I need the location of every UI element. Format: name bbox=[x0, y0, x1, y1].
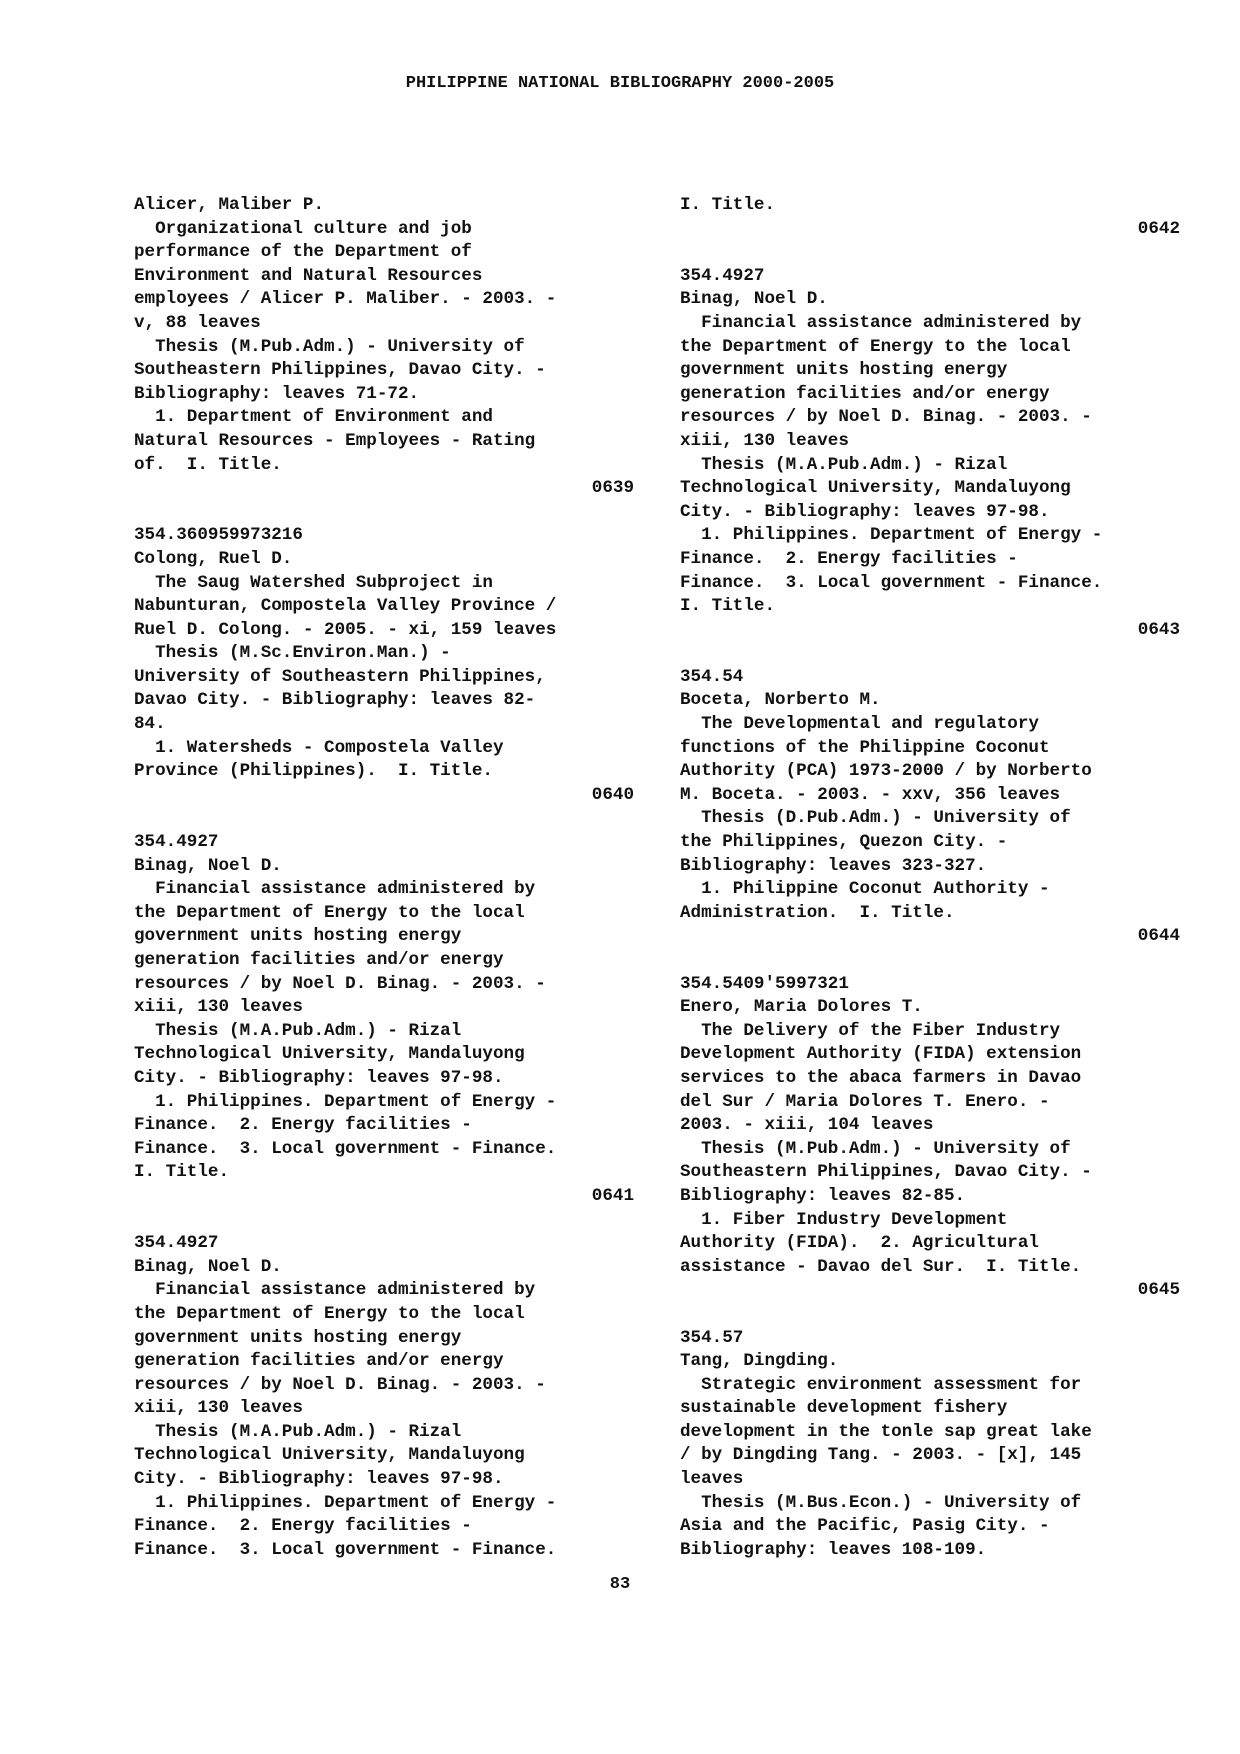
entry-line: Organizational culture and job bbox=[134, 218, 472, 239]
entry-line: the Department of Energy to the local bbox=[680, 336, 1071, 357]
entry-line: Thesis (D.Pub.Adm.) - University of bbox=[680, 808, 1071, 829]
entry-line: Binag, Noel D. bbox=[134, 855, 282, 876]
entry-separator bbox=[680, 949, 1180, 973]
entry-line: Nabunturan, Compostela Valley Province / bbox=[134, 596, 557, 617]
entry-line: Finance. 3. Local government - Finance. bbox=[134, 1539, 557, 1560]
entry-line: Administration. I. Title. bbox=[680, 902, 955, 923]
entry-line: government units hosting energy bbox=[134, 926, 462, 947]
entry-separator bbox=[134, 501, 634, 525]
entry-line: Thesis (M.Pub.Adm.) - University of bbox=[680, 1138, 1071, 1159]
page-header: PHILIPPINE NATIONAL BIBLIOGRAPHY 2000-2005 bbox=[405, 74, 835, 93]
entry-line: development in the tonle sap great lake bbox=[680, 1421, 1092, 1442]
entry-line: services to the abaca farmers in Davao bbox=[680, 1067, 1082, 1088]
entry-line: M. Boceta. - 2003. - xxv, 356 leaves bbox=[680, 784, 1061, 805]
entry-line: Thesis (M.Pub.Adm.) - University of bbox=[134, 336, 525, 357]
entry-number: 0645 bbox=[1137, 1280, 1180, 1301]
entry-line: Davao City. - Bibliography: leaves 82- bbox=[134, 690, 536, 711]
entry-line: Technological University, Mandaluyong bbox=[134, 1445, 525, 1466]
entry-line: assistance - Davao del Sur. I. Title. bbox=[680, 1256, 1082, 1277]
entry-line: 354.4927 bbox=[680, 265, 765, 286]
entry-line: Southeastern Philippines, Davao City. - bbox=[134, 360, 546, 381]
entry-line: the Department of Energy to the local bbox=[134, 902, 525, 923]
entry-line: 1. Watersheds - Compostela Valley bbox=[134, 737, 504, 758]
entry-line: generation facilities and/or energy bbox=[134, 950, 504, 970]
entry-line: Bibliography: leaves 82-85. bbox=[680, 1185, 966, 1206]
entry-line: I. Title. bbox=[134, 1162, 230, 1183]
entry-line: generation facilities and/or energy bbox=[134, 1351, 504, 1372]
entry-line: Thesis (M.A.Pub.Adm.) - Rizal bbox=[680, 454, 1008, 475]
entry-line: leaves bbox=[680, 1469, 744, 1490]
entry-line: Binag, Noel D. bbox=[680, 289, 828, 310]
entry-line: Financial assistance administered by bbox=[680, 312, 1082, 333]
entry-line: Natural Resources - Employees - Rating bbox=[134, 430, 536, 451]
entry-line: Finance. 2. Energy facilities - bbox=[134, 1516, 472, 1537]
entry-line: Bibliography: leaves 108-109. bbox=[680, 1539, 987, 1560]
entry-line: City. - Bibliography: leaves 97-98. bbox=[134, 1067, 504, 1088]
entry-line: / by Dingding Tang. - 2003. - [x], 145 bbox=[680, 1445, 1082, 1466]
entry-line: 354.54 bbox=[680, 666, 744, 687]
entry-number: 0639 bbox=[591, 478, 634, 499]
entry-line: Province (Philippines). I. Title. bbox=[134, 761, 493, 782]
entry-number: 0644 bbox=[1137, 926, 1180, 947]
entry-line: xiii, 130 leaves bbox=[680, 430, 849, 451]
entry-line: The Delivery of the Fiber Industry bbox=[680, 1020, 1061, 1041]
entry-line: resources / by Noel D. Binag. - 2003. - bbox=[680, 407, 1092, 428]
entry-line: Financial assistance administered by bbox=[134, 1280, 536, 1301]
entry-line: Authority (FIDA). 2. Agricultural bbox=[680, 1233, 1039, 1254]
entry-line: xiii, 130 leaves bbox=[134, 997, 303, 1018]
entry-line: Bibliography: leaves 323-327. bbox=[680, 855, 987, 876]
entry-line: Authority (PCA) 1973-2000 / by Norberto bbox=[680, 761, 1092, 782]
entry-number: 0640 bbox=[591, 784, 634, 805]
entry-separator bbox=[680, 642, 1180, 666]
entry-separator bbox=[134, 807, 634, 831]
entry-line: functions of the Philippine Coconut bbox=[680, 737, 1050, 758]
entry-line: Finance. 3. Local government - Finance. bbox=[680, 572, 1103, 593]
entry-line: 1. Philippines. Department of Energy - bbox=[134, 1492, 557, 1513]
entry-line: Financial assistance administered by bbox=[134, 879, 536, 900]
entry-line: of. I. Title. bbox=[134, 454, 282, 475]
entry-line: University of Southeastern Philippines, bbox=[134, 666, 546, 687]
entry-separator bbox=[680, 241, 1180, 265]
entry-separator bbox=[134, 1209, 634, 1233]
entry-line: Asia and the Pacific, Pasig City. - bbox=[680, 1516, 1050, 1537]
entry-line: sustainable development fishery bbox=[680, 1398, 1008, 1419]
entry-line: the Department of Energy to the local bbox=[134, 1303, 525, 1324]
entry-line: 1. Philippines. Department of Energy - bbox=[680, 525, 1103, 546]
entry-line: government units hosting energy bbox=[134, 1327, 462, 1348]
entry-line: Thesis (M.A.Pub.Adm.) - Rizal bbox=[134, 1421, 462, 1442]
entry-line: 1. Fiber Industry Development bbox=[680, 1209, 1008, 1230]
entry-number: 0641 bbox=[591, 1185, 634, 1206]
entry-line: Technological University, Mandaluyong bbox=[134, 1044, 525, 1065]
entry-number: 0642 bbox=[1137, 218, 1180, 239]
entry-line: Finance. 2. Energy facilities - bbox=[680, 548, 1018, 569]
entry-line: Binag, Noel D. bbox=[134, 1256, 282, 1277]
entry-line: generation facilities and/or energy bbox=[680, 383, 1050, 404]
entry-line: Colong, Ruel D. bbox=[134, 548, 293, 569]
entry-line: del Sur / Maria Dolores T. Enero. - bbox=[680, 1091, 1050, 1112]
entry-line: xiii, 130 leaves bbox=[134, 1398, 303, 1419]
entry-line: employees / Alicer P. Maliber. - 2003. - bbox=[134, 289, 557, 310]
entry-line: v, 88 leaves bbox=[134, 312, 261, 333]
entry-line: resources / by Noel D. Binag. - 2003. - bbox=[134, 1374, 546, 1395]
entry-line: 1. Philippine Coconut Authority - bbox=[680, 879, 1050, 900]
entry-line: Finance. 2. Energy facilities - bbox=[134, 1115, 472, 1136]
entry-line: Development Authority (FIDA) extension bbox=[680, 1044, 1082, 1065]
entry-line: Environment and Natural Resources bbox=[134, 265, 483, 286]
entry-line: Southeastern Philippines, Davao City. - bbox=[680, 1162, 1092, 1183]
entry-line: Thesis (M.Sc.Environ.Man.) - bbox=[134, 643, 451, 664]
entry-line: The Saug Watershed Subproject in bbox=[134, 572, 493, 593]
entry-line: City. - Bibliography: leaves 97-98. bbox=[680, 501, 1050, 522]
entry-line: Strategic environment assessment for bbox=[680, 1374, 1082, 1395]
entry-line: 1. Philippines. Department of Energy - bbox=[134, 1091, 557, 1112]
entry-line: Tang, Dingding. bbox=[680, 1351, 839, 1372]
entry-separator bbox=[680, 1303, 1180, 1327]
entry-line: the Philippines, Quezon City. - bbox=[680, 832, 1008, 853]
entry-line: Thesis (M.Bus.Econ.) - University of bbox=[680, 1492, 1082, 1513]
entry-line: 354.5409'5997321 bbox=[680, 973, 849, 994]
entry-line: Thesis (M.A.Pub.Adm.) - Rizal bbox=[134, 1020, 462, 1041]
entry-line: performance of the Department of bbox=[134, 242, 472, 263]
entry-line: 354.360959973216 bbox=[134, 525, 303, 546]
entry-line: Boceta, Norberto M. bbox=[680, 690, 881, 711]
entry-line: resources / by Noel D. Binag. - 2003. - bbox=[134, 973, 546, 994]
entry-line: Bibliography: leaves 71-72. bbox=[134, 383, 420, 404]
entry-line: Ruel D. Colong. - 2005. - xi, 159 leaves bbox=[134, 619, 557, 640]
entry-line: Alicer, Maliber P. bbox=[134, 195, 325, 215]
entry-line: Enero, Maria Dolores T. bbox=[680, 997, 923, 1018]
entry-line: 84. bbox=[134, 714, 166, 735]
entry-line: government units hosting energy bbox=[680, 360, 1008, 381]
entry-line: I. Title. bbox=[680, 596, 776, 617]
entry-line: 354.4927 bbox=[134, 832, 219, 853]
entry-line: 354.57 bbox=[680, 1327, 744, 1348]
entry-line: Technological University, Mandaluyong bbox=[680, 478, 1071, 499]
entry-line: 354.4927 bbox=[134, 1233, 219, 1254]
entry-line: The Developmental and regulatory bbox=[680, 714, 1039, 735]
right-column bbox=[680, 194, 1180, 1562]
entry-line: City. - Bibliography: leaves 97-98. bbox=[134, 1469, 504, 1490]
entry-line: 2003. - xiii, 104 leaves bbox=[680, 1115, 934, 1136]
entry-line: I. Title. bbox=[680, 195, 776, 215]
entry-line: Finance. 3. Local government - Finance. bbox=[134, 1138, 557, 1159]
entry-number: 0643 bbox=[1137, 619, 1180, 640]
page-number: 83 bbox=[609, 1575, 631, 1594]
left-column bbox=[134, 194, 634, 1562]
entry-line: 1. Department of Environment and bbox=[134, 407, 493, 428]
